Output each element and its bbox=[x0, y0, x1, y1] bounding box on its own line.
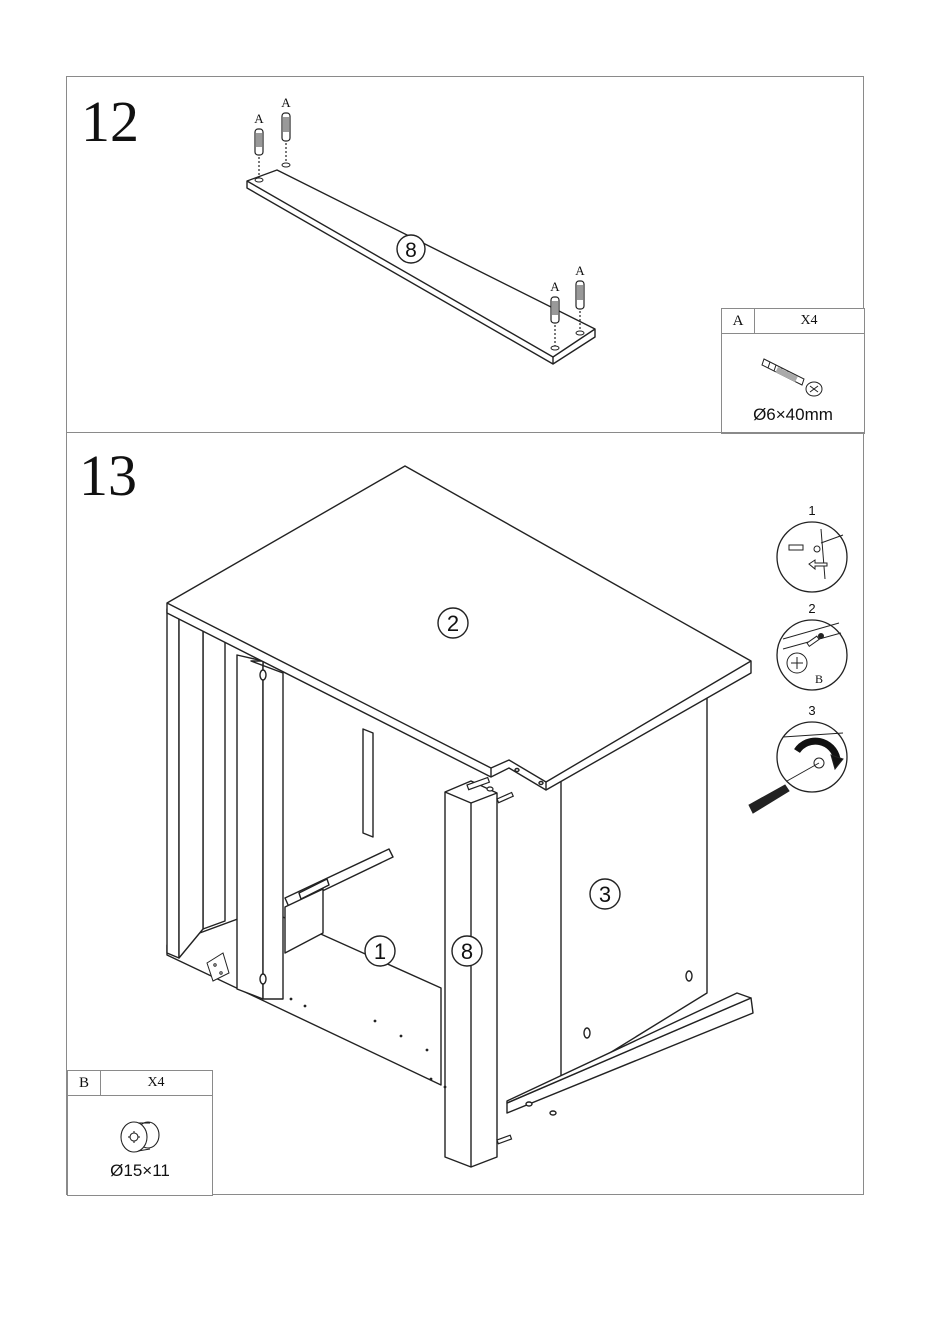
panel-label-8: 8 bbox=[405, 239, 417, 262]
detail-1-insert-cam bbox=[777, 503, 847, 592]
panel-label-3: 3 bbox=[598, 882, 612, 907]
detail-2-cam-lock bbox=[777, 601, 847, 690]
part-dimension: Ø6×40mm bbox=[753, 405, 833, 424]
dowel-label: A bbox=[550, 279, 560, 294]
svg-text:1: 1 bbox=[808, 503, 816, 518]
svg-text:2: 2 bbox=[808, 601, 816, 616]
panel-label-1: 1 bbox=[373, 939, 387, 964]
panel-label-2: 2 bbox=[446, 611, 460, 636]
svg-text:3: 3 bbox=[808, 703, 816, 718]
detail-part-letter: B bbox=[815, 672, 824, 686]
step-number: 13 bbox=[79, 443, 137, 508]
part-quantity: X4 bbox=[800, 313, 818, 328]
board-8-panel bbox=[247, 170, 595, 364]
detail-3-screwdriver bbox=[749, 703, 847, 813]
step-12-panel bbox=[66, 76, 864, 433]
parts-box-a bbox=[721, 308, 865, 434]
dowel-label: A bbox=[575, 263, 585, 278]
dowel-label: A bbox=[254, 111, 264, 126]
panel-label-8: 8 bbox=[460, 939, 474, 964]
part-dimension: Ø15×11 bbox=[110, 1161, 170, 1180]
step-13-panel bbox=[66, 432, 864, 1195]
part-letter: B bbox=[68, 1071, 101, 1095]
part-quantity: X4 bbox=[147, 1075, 165, 1090]
part-letter: A bbox=[722, 309, 755, 333]
parts-box-b bbox=[67, 1070, 213, 1196]
step-number: 12 bbox=[81, 89, 139, 154]
dowel-label: A bbox=[281, 95, 291, 110]
